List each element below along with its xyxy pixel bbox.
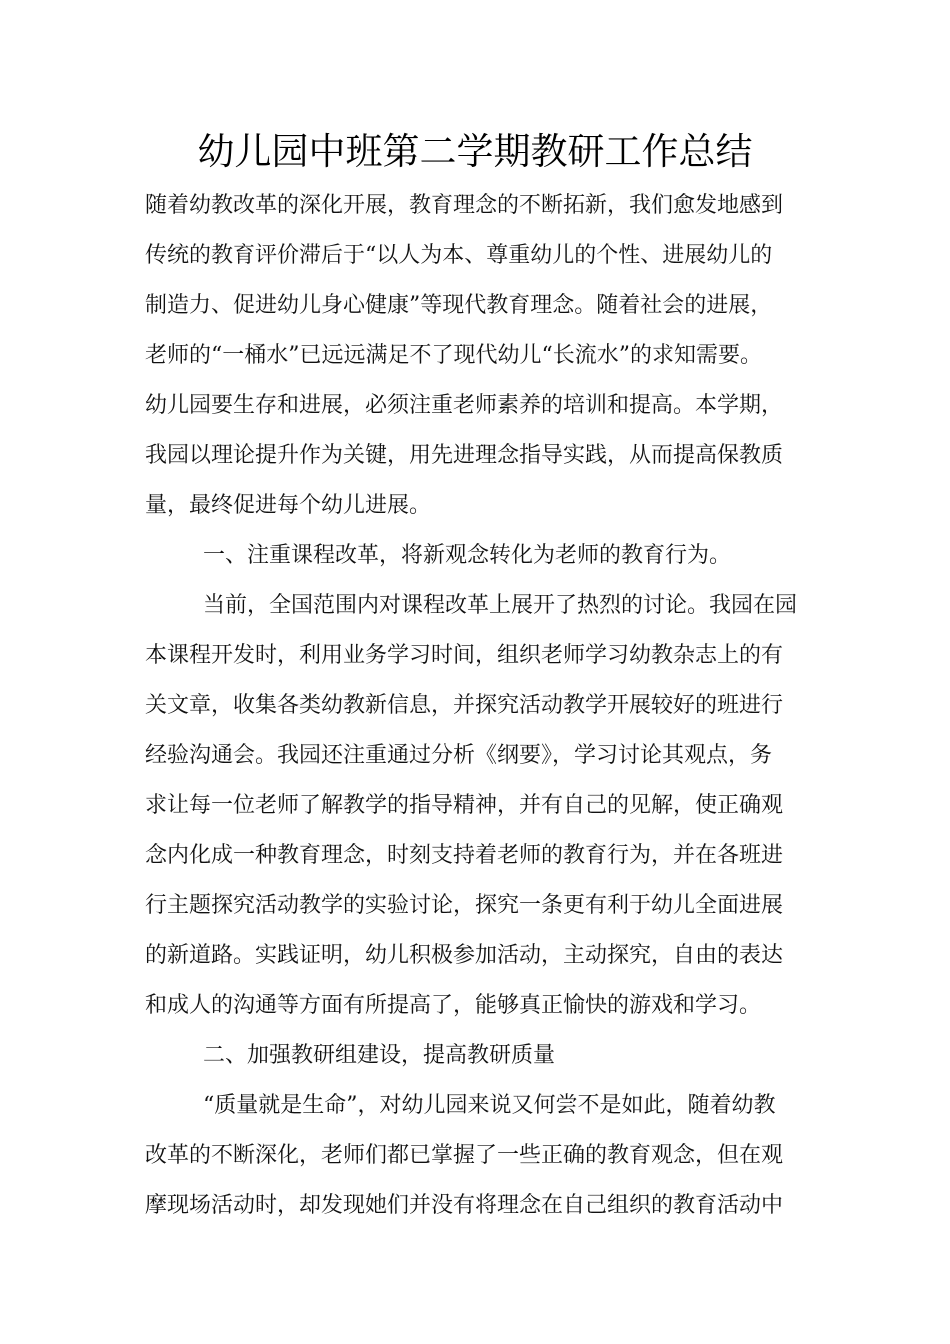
text-line: 的新道路。实践证明，幼儿积极参加活动，主动探究，自由的表达 (145, 943, 784, 968)
text-line: 我园以理论提升作为关键，用先进理念指导实践，从而提高保教质 (145, 443, 784, 468)
text-line: 幼儿园要生存和进展，必须注重老师素养的培训和提高。本学期， (145, 393, 784, 418)
text-line: 关文章，收集各类幼教新信息，并探究活动教学开展较好的班进行 (145, 693, 784, 718)
text-line: 传统的教育评价滞后于“以人为本、尊重幼儿的个性、进展幼儿的 (145, 243, 773, 268)
text-line: 和成人的沟通等方面有所提高了，能够真正愉快的游戏和学习。 (145, 993, 762, 1018)
text-line: 制造力、促进幼儿身心健康”等现代教育理念。随着社会的进展， (145, 293, 773, 318)
text-line: 当前，全国范围内对课程改革上展开了热烈的讨论。我园在园 (203, 593, 798, 618)
text-line: 改革的不断深化，老师们都已掌握了一些正确的教育观念，但在观 (145, 1143, 784, 1168)
text-line: 摩现场活动时，却发现她们并没有将理念在自己组织的教育活动中 (145, 1193, 784, 1218)
text-line: 二、加强教研组建设，提高教研质量 (203, 1043, 556, 1068)
document-title: 幼儿园中班第二学期教研工作总结 (197, 130, 753, 173)
text-line: 量，最终促进每个幼儿进展。 (145, 493, 432, 518)
text-line: 念内化成一种教育理念，时刻支持着老师的教育行为，并在各班进 (145, 843, 784, 868)
document-body (145, 181, 815, 1231)
text-line: 求让每一位老师了解教学的指导精神，并有自己的见解，使正确观 (145, 793, 784, 818)
text-line: “质量就是生命”，对幼儿园来说又何尝不是如此，随着幼教 (203, 1093, 776, 1118)
text-line: 老师的“一桶水”已远远满足不了现代幼儿“长流水”的求知需要。 (145, 343, 762, 368)
text-line: 随着幼教改革的深化开展，教育理念的不断拓新，我们愈发地感到 (145, 193, 784, 218)
text-line: 经验沟通会。我园还注重通过分析《纲要》，学习讨论其观点，务 (145, 743, 773, 768)
text-line: 行主题探究活动教学的实验讨论，探究一条更有利于幼儿全面进展 (145, 893, 784, 918)
text-line: 一、注重课程改革，将新观念转化为老师的教育行为。 (203, 543, 732, 568)
text-line: 本课程开发时，利用业务学习时间，组织老师学习幼教杂志上的有 (145, 643, 784, 668)
